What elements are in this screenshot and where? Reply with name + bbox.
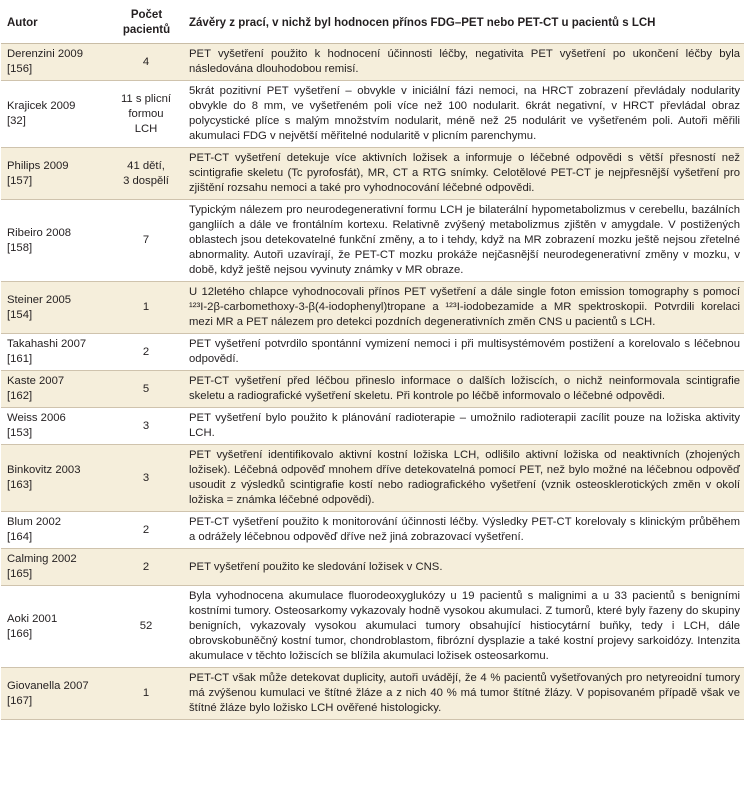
patient-count-cell — [109, 668, 183, 720]
table-row — [1, 44, 744, 81]
table-row — [1, 408, 744, 445]
author-name: Steiner 2005 — [7, 293, 72, 306]
table-row — [1, 81, 744, 148]
author-name: Derenzini 2009 — [7, 48, 83, 60]
author-cell — [1, 200, 109, 282]
author-name: Blum 2002 — [7, 516, 62, 528]
author-name: Philips 2009 — [7, 159, 69, 172]
reference-number: [32] — [7, 115, 26, 127]
patient-count: 2 — [142, 560, 150, 573]
author-cell — [1, 586, 109, 668]
table-row — [1, 334, 744, 371]
patient-count: 1 — [142, 687, 150, 699]
author-name: Aoki 2001 — [7, 612, 58, 625]
patient-count: formou — [128, 107, 164, 120]
patient-count: 3 dospělí — [123, 174, 169, 187]
table-row — [1, 668, 744, 720]
author-name: Krajicek 2009 — [7, 100, 76, 112]
author-cell — [1, 334, 109, 371]
conclusion-text: 5krát pozitivní PET vyšetření – obvykle v iniciální fázi nemoci, na HRCT zobrazení převládaly nodularity obvykle do 8 mm, ve vyšetřeném poli více než 100 nodularit. 6krát negativní, v HRCT převládal obraz polycystické plíce s malým množstvím nodularit, méně než 25 nodulárit ve vyšetřeném poli. Autoři měřili akumulaci FDG v největší měřitelné nodularitě v plicním parenchymu. — [183, 81, 744, 148]
author-cell — [1, 408, 109, 445]
patient-count: 41 dětí, — [127, 159, 165, 172]
reference-number: [161] — [7, 353, 33, 365]
table-header — [1, 2, 744, 44]
patient-count: LCH — [134, 122, 158, 135]
conclusion-text: PET-CT vyšetření použito k monitorování účinnosti léčby. Výsledky PET-CT korelovaly s klinickým průběhem a odrážely léčebnou odpověď dříve než jiná zobrazovací vyšetření. — [183, 512, 744, 549]
author-cell — [1, 282, 109, 334]
patient-count: 11 s plicní — [120, 92, 172, 105]
author-name: Takahashi 2007 — [7, 338, 87, 350]
author-name: Calming 2002 — [7, 553, 77, 565]
author-cell — [1, 81, 109, 148]
table-row — [1, 586, 744, 668]
patient-count-cell — [109, 549, 183, 586]
conclusion-text: Typickým nálezem pro neurodegenerativní formu LCH je bilaterální hypometabolizmus v cerebellu, bazálních gangliích a dále ve frontálním kortexu. Relativně zvýšený metabolizmus zjištěn v amygdale. V postižených oblastech jsou detekovatelné funkční změny, a to i tehdy, když na MR zobrazení mozku ještě nejsou zřetelné abnormality. Autoři uzavírají, že PET-CT mozku prokáže nejčasnější neurodegenerativní změny v mozku, v době, když ještě nejsou vyvinuty známky v MR obraze. — [183, 200, 744, 282]
conclusion-text: PET-CT vyšetření před léčbou přineslo informace o dalších ložiscích, o nichž neinformovala scintigrafie skeletu a radiografické vyšetření skeletu. Při kontrole po léčbě informovalo o léčebné odpovědi. — [183, 371, 744, 408]
patient-count-cell — [109, 586, 183, 668]
reference-number: [154] — [7, 308, 33, 321]
author-name: Binkovitz 2003 — [7, 464, 81, 476]
patient-count-cell — [109, 371, 183, 408]
patient-count-cell — [109, 44, 183, 81]
patient-count-cell — [109, 408, 183, 445]
reference-number: [162] — [7, 390, 33, 402]
reference-number: [164] — [7, 531, 33, 543]
patient-count: 2 — [142, 345, 150, 358]
patient-count: 52 — [139, 620, 153, 632]
reference-number: [163] — [7, 479, 33, 491]
author-name: Ribeiro 2008 — [7, 226, 72, 239]
reference-number: [158] — [7, 241, 33, 254]
header-patient-count — [109, 2, 183, 44]
reference-number: [157] — [7, 174, 33, 187]
author-name: Weiss 2006 — [7, 412, 66, 424]
author-name: Giovanella 2007 — [7, 679, 89, 692]
conclusion-text: PET vyšetření identifikovalo aktivní kostní ložiska LCH, odlišilo aktivní ložiska od neaktivních (zhojených ložisek). Léčebná odpověď mnohem dříve detekovatelná pomocí PET, než bylo možné na léčebnou odpověď usoudit z výsledků scintigrafie kostí nebo radiografického vyšetření (vznik osteosklerotických změn v okolí ložiska = známka léčebné odpovědi). — [183, 445, 744, 512]
conclusion-text: PET-CT vyšetření detekuje více aktivních ložisek a informuje o léčebné odpovědi s větší přesností než scintigrafie skeletu (Tc pyrofosfát), MR, CT a RTG snímky. Celotělové PET-CT je nejpřesnější vyšetření pro zjištění rozsahu nemoci a také pro vyhodnocování léčebné odpovědi. — [183, 148, 744, 200]
conclusion-text: PET vyšetření použito ke sledování ložisek v CNS. — [183, 549, 744, 586]
author-cell — [1, 148, 109, 200]
conclusion-text: Byla vyhodnocena akumulace fluorodeoxyglukózy u 19 pacientů s malignimi a u 33 pacientů s benigními kostními tumory. Osteosarkomy vykazovaly hodně vysokou akumulaci. Z tumorů, které byly řazeny do skupiny benigních, vykazovaly vysokou akumulaci tumory obsahující histiocytární buňky, tedy i LCH, dále obrovskobuněčný kostní tumor, chondroblastom, fibrózní dysplazie a také kostní projevy sarkoidózy. Intenzita akumulace v těchto ložiscích se blížila akumulaci ložisek osteosarkomu. — [183, 586, 744, 668]
author-cell — [1, 512, 109, 549]
patient-count: 7 — [142, 234, 150, 246]
reference-number: [166] — [7, 627, 33, 640]
reference-number: [165] — [7, 568, 33, 580]
patient-count: 2 — [142, 523, 150, 536]
patient-count: 4 — [142, 55, 150, 68]
reference-number: [156] — [7, 63, 33, 75]
header-count-line: pacientů — [122, 24, 171, 36]
author-name: Kaste 2007 — [7, 375, 65, 387]
table-row — [1, 512, 744, 549]
table-row — [1, 200, 744, 282]
patient-count-cell — [109, 445, 183, 512]
patient-count-cell — [109, 200, 183, 282]
header-row — [1, 2, 744, 44]
pet-studies-table — [1, 2, 744, 720]
author-cell — [1, 445, 109, 512]
table-row — [1, 445, 744, 512]
conclusion-text: PET vyšetření použito k hodnocení účinnosti léčby, negativita PET vyšetření po ukončení léčby byla následována dlouhodobou remisí. — [183, 44, 744, 81]
conclusion-text: PET vyšetření bylo použito k plánování radioterapie – umožnilo radioterapii zacílit pouze na ložiska aktivity LCH. — [183, 408, 744, 445]
author-cell — [1, 44, 109, 81]
patient-count-cell — [109, 81, 183, 148]
table-row — [1, 148, 744, 200]
conclusion-text: PET-CT však může detekovat duplicity, autoři uvádějí, že 4 % pacientů vyšetřovaných pro netyreoidní tumory má zvýšenou kumulaci ve štítné žláze a z nich 40 % má tumor štítné žlázy. V popisovaném případě však ve štítné žláze bylo ložisko LCH ověřené histologicky. — [183, 668, 744, 720]
patient-count-cell — [109, 334, 183, 371]
reference-number: [153] — [7, 427, 33, 439]
author-cell — [1, 549, 109, 586]
header-count-line: Počet — [130, 9, 163, 21]
header-author: Autor — [1, 2, 109, 44]
table-body — [1, 44, 744, 720]
table-row — [1, 371, 744, 408]
author-cell — [1, 668, 109, 720]
author-cell — [1, 371, 109, 408]
header-conclusions: Závěry z prací, v nichž byl hodnocen přínos FDG–PET nebo PET-CT u pacientů s LCH — [183, 2, 744, 44]
patient-count: 3 — [142, 471, 150, 484]
patient-count-cell — [109, 282, 183, 334]
conclusion-text: U 12letého chlapce vyhodnocovali přínos PET vyšetření a dále single foton emission tomography s pomocí ¹²³I-2β-carbomethoxy-3-β(4-iodophenyl)tropane a ¹²³I-iodobezamide a MR spektroskopii. Potvrdili korelaci mezi MR a PET nálezem pro detekci pozdních degenerativních změn CNS u pacientů s LCH. — [183, 282, 744, 334]
patient-count: 3 — [142, 419, 150, 432]
table-row — [1, 282, 744, 334]
conclusion-text: PET vyšetření potvrdilo spontánní vymizení nemoci i při multisystémovém postižení a korelovalo s léčebnou odpovědí. — [183, 334, 744, 371]
table-row — [1, 549, 744, 586]
patient-count-cell — [109, 148, 183, 200]
patient-count: 5 — [142, 382, 150, 395]
reference-number: [167] — [7, 694, 33, 707]
patient-count-cell — [109, 512, 183, 549]
patient-count: 1 — [142, 301, 150, 313]
